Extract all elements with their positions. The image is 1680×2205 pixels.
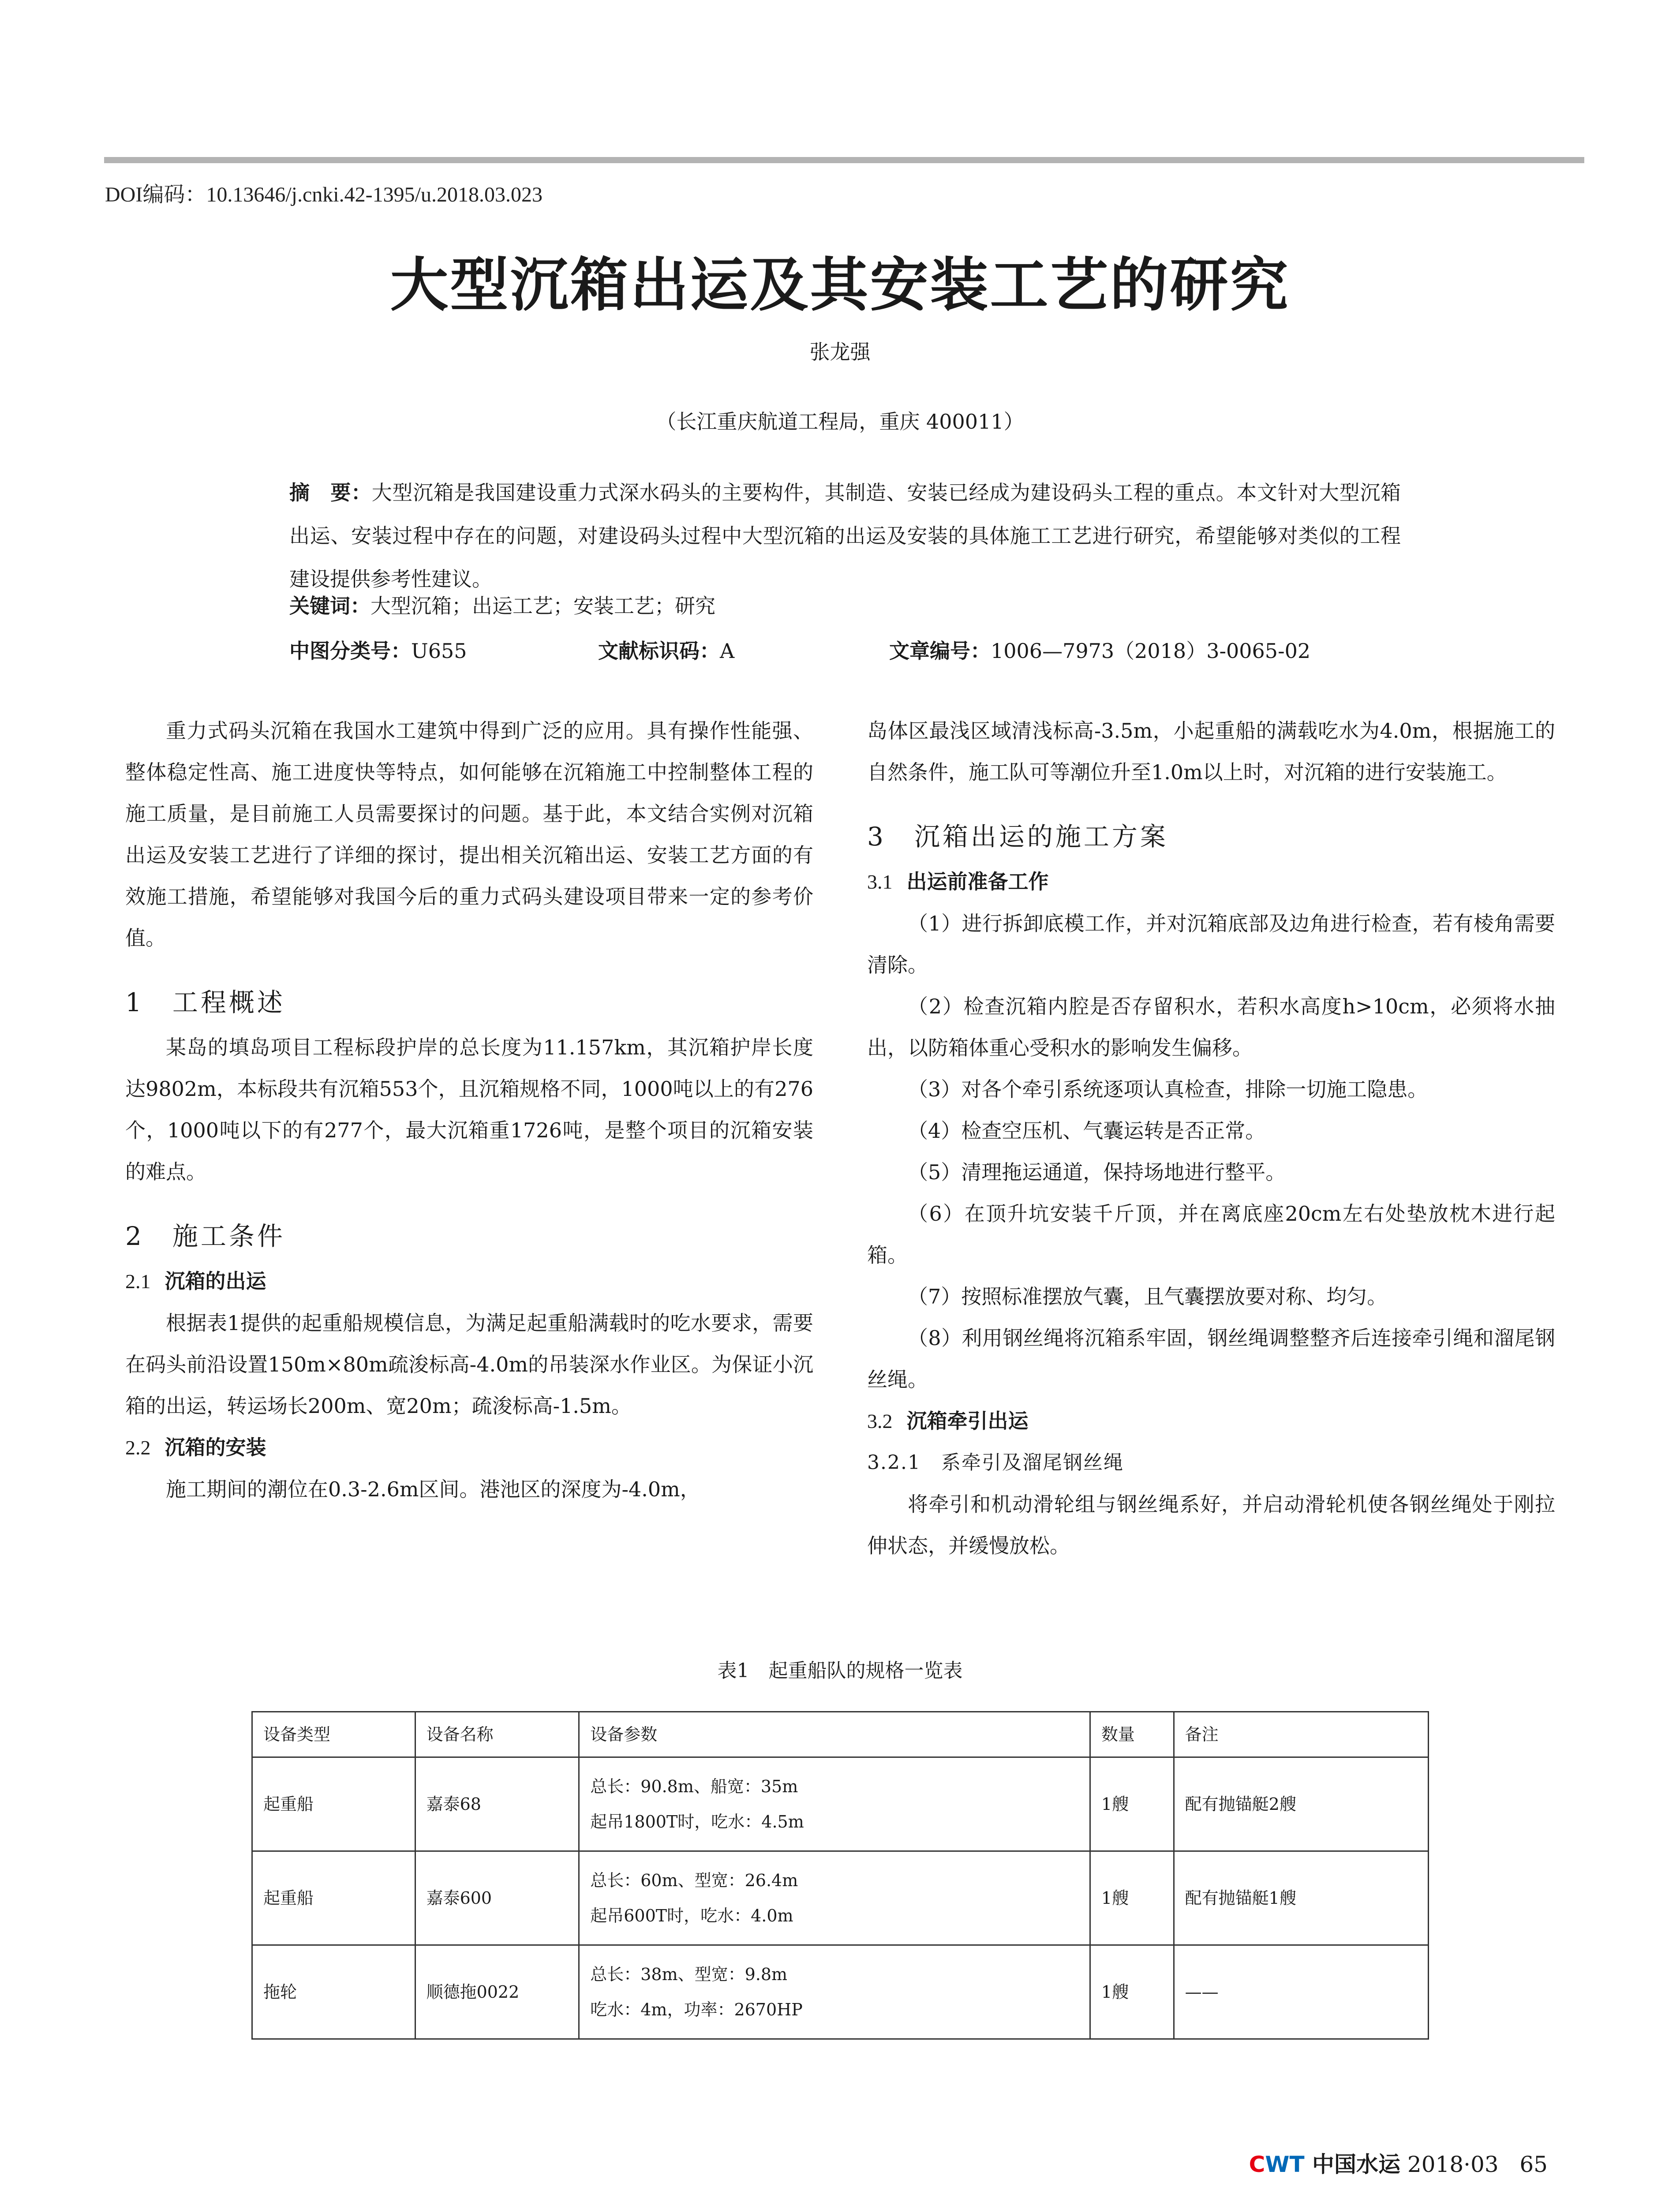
table-cell-params	[579, 1851, 1090, 1945]
param-line: 起吊600T时，吃水：4.0m	[590, 1906, 793, 1925]
section-3-1-title: 出运前准备工作	[906, 870, 1049, 893]
table-cell: 嘉泰600	[415, 1851, 579, 1945]
param-line: 总长：60m、型宽：26.4m	[590, 1871, 798, 1890]
param-line: 起吊1800T时，吃水：4.5m	[590, 1812, 804, 1831]
abstract-text: 大型沉箱是我国建设重力式深水码头的主要构件，其制造、安装已经成为建设码头工程的重点。本文针对大型沉箱出运、安装过程中存在的问题，对建设码头过程中大型沉箱的出运及安装的具体施工工艺进行研究，希望能够对类似的工程建设提供参考性建议。	[289, 481, 1401, 591]
keywords-label: 关键词：	[289, 594, 370, 618]
table-row	[252, 1851, 1429, 1945]
table-cell: 顺德拖0022	[415, 1945, 579, 2039]
list-item: （5）清理拖运通道，保持场地进行整平。	[908, 1160, 1286, 1184]
table-cell: 1艘	[1090, 1757, 1174, 1851]
art-label: 文章编号：	[889, 639, 991, 663]
list-item: （7）按照标准摆放气囊，且气囊摆放要对称、均匀。	[908, 1285, 1388, 1308]
table-cell: 拖轮	[252, 1945, 415, 2039]
doi-line: DOI编码：10.13646/j.cnki.42-1395/u.2018.03.023	[105, 183, 543, 206]
continued-paragraph: 岛体区最浅区域清浅标高-3.5m，小起重船的满载吃水为4.0m，根据施工的自然条件，施工队可等潮位升至1.0m以上时，对沉箱的进行安装施工。	[867, 719, 1555, 784]
table-header-cell: 备注	[1174, 1712, 1428, 1757]
header-rule	[104, 157, 1584, 163]
journal-name: 中国水运	[1304, 2152, 1401, 2177]
table-cell: 嘉泰68	[415, 1757, 579, 1851]
table-header-cell: 设备名称	[415, 1712, 579, 1757]
abstract-label: 摘 要：	[289, 481, 372, 505]
clc-value: U655	[411, 639, 467, 663]
section-2-1-text: 根据表1提供的起重船规模信息，为满足起重船满载时的吃水要求，需要在码头前沿设置150m×80m疏浚标高-4.0m的吊装深水作业区。为保证小沉箱的出运，转运场长200m、宽20m；疏浚标高-1.5m。	[125, 1311, 813, 1418]
paper-title: 大型沉箱出运及其安装工艺的研究	[390, 251, 1290, 319]
list-item: （2）检查沉箱内腔是否存留积水，若积水高度h>10cm，必须将水抽出，以防箱体重心受积水的影响发生偏移。	[867, 994, 1555, 1060]
spec-table	[251, 1711, 1429, 2040]
section-3-2-number: 3.2	[867, 1410, 893, 1432]
intro-paragraph: 重力式码头沉箱在我国水工建筑中得到广泛的应用。具有操作性能强、整体稳定性高、施工进度快等特点，如何能够在沉箱施工中控制整体工程的施工质量，是目前施工人员需要探讨的问题。基于此，本文结合实例对沉箱出运及安装工艺进行了详细的探讨，提出相关沉箱出运、安装工艺方面的有效施工措施，希望能够对我国今后的重力式码头建设项目带来一定的参考价值。	[125, 719, 813, 950]
section-2-2-text: 施工期间的潮位在0.3-2.6m区间。港池区的深度为-4.0m，	[166, 1477, 700, 1501]
table-cell: 1艘	[1090, 1851, 1174, 1945]
clc-number	[289, 635, 467, 664]
section-1-text: 某岛的填岛项目工程标段护岸的总长度为11.157km，其沉箱护岸长度达9802m，本标段共有沉箱553个，且沉箱规格不同，1000吨以上的有276个，1000吨以下的有277个，最大沉箱重1726吨，是整个项目的沉箱安装的难点。	[125, 1035, 813, 1184]
section-3-2-title: 沉箱牵引出运	[906, 1409, 1029, 1433]
author: 张龙强	[809, 340, 871, 364]
section-2-2-title: 沉箱的安装	[165, 1435, 266, 1459]
affiliation: （长江重庆航道工程局，重庆 400011）	[656, 410, 1024, 434]
table-caption: 表1 起重船队的规格一览表	[717, 1659, 963, 1682]
table-header-cell: 设备参数	[579, 1712, 1090, 1757]
list-item: （3）对各个牵引系统逐项认真检查，排除一切施工隐患。	[908, 1077, 1428, 1101]
list-item: （6）在顶升坑安装千斤顶，并在离底座20cm左右处垫放枕木进行起箱。	[867, 1202, 1555, 1267]
document-code	[598, 635, 734, 664]
cwt-logo-wt: WT	[1265, 2152, 1305, 2177]
param-line: 总长：90.8m、船宽：35m	[590, 1777, 798, 1796]
left-column	[125, 710, 813, 1510]
section-2-1-number: 2.1	[125, 1270, 151, 1293]
table-cell: 起重船	[252, 1757, 415, 1851]
section-2-1-heading	[125, 1260, 813, 1302]
doc-label: 文献标识码：	[598, 639, 720, 663]
page-footer	[1249, 2147, 1548, 2179]
keywords	[289, 590, 715, 619]
table-header-cell: 数量	[1090, 1712, 1174, 1757]
section-3-heading: 3 沉箱出运的施工方案	[867, 822, 1168, 852]
section-2-2-number: 2.2	[125, 1436, 151, 1459]
table-cell: 配有抛锚艇2艘	[1174, 1757, 1428, 1851]
keywords-text: 大型沉箱；出运工艺；安装工艺；研究	[370, 594, 715, 618]
section-1-heading: 1 工程概述	[125, 987, 285, 1017]
list-item: （1）进行拆卸底模工作，并对沉箱底部及边角进行检查，若有棱角需要清除。	[867, 912, 1555, 977]
table-header-cell: 设备类型	[252, 1712, 415, 1757]
section-3-2-heading	[867, 1400, 1555, 1442]
param-line: 吃水：4m，功率：2670HP	[590, 2000, 803, 2019]
abstract	[289, 471, 1401, 601]
section-3-1-number: 3.1	[867, 871, 893, 893]
art-value: 1006—7973（2018）3-0065-02	[991, 639, 1311, 663]
page-number: 65	[1519, 2152, 1548, 2177]
table-cell-params	[579, 1757, 1090, 1851]
table-cell: 1艘	[1090, 1945, 1174, 2039]
section-2-heading: 2 施工条件	[125, 1221, 285, 1251]
list-item: （4）检查空压机、气囊运转是否正常。	[908, 1119, 1266, 1143]
cwt-logo-c: C	[1249, 2152, 1265, 2177]
list-item: （8）利用钢丝绳将沉箱系牢固，钢丝绳调整整齐后连接牵引绳和溜尾钢丝绳。	[867, 1326, 1555, 1391]
section-3-2-1-text: 将牵引和机动滑轮组与钢丝绳系好，并启动滑轮机使各钢丝绳处于刚拉伸状态，并缓慢放松。	[867, 1492, 1555, 1558]
doc-value: A	[720, 639, 735, 663]
param-line: 总长：38m、型宽：9.8m	[590, 1965, 788, 1984]
section-3-2-1-heading: 3.2.1 系牵引及溜尾钢丝绳	[867, 1451, 1124, 1474]
table-cell: ——	[1174, 1945, 1428, 2039]
right-column	[867, 710, 1555, 1566]
article-number	[889, 635, 1310, 664]
section-2-1-title: 沉箱的出运	[165, 1269, 266, 1293]
clc-label: 中图分类号：	[289, 639, 411, 663]
table-cell-params	[579, 1945, 1090, 2039]
table-cell: 起重船	[252, 1851, 415, 1945]
table-header-row	[252, 1712, 1429, 1757]
table-cell: 配有抛锚艇1艘	[1174, 1851, 1428, 1945]
table-row	[252, 1757, 1429, 1851]
section-3-1-heading	[867, 861, 1555, 903]
issue: 2018·03	[1407, 2152, 1499, 2177]
table-row	[252, 1945, 1429, 2039]
section-2-2-heading	[125, 1427, 813, 1469]
